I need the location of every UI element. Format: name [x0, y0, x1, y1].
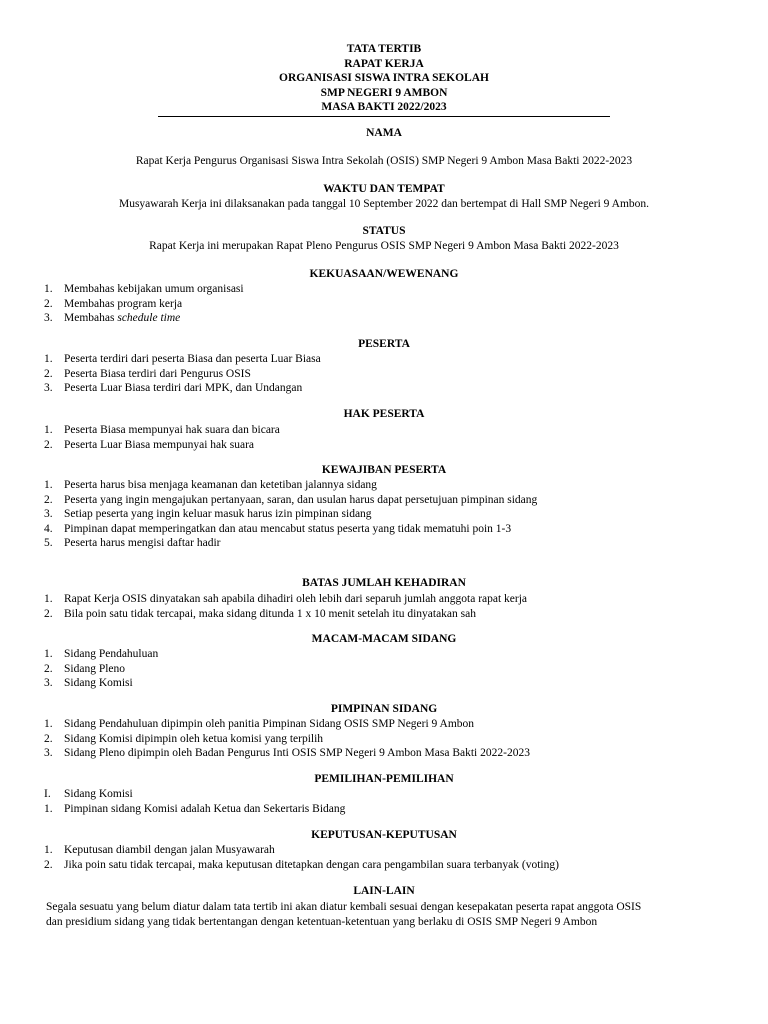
list-item [44, 647, 158, 662]
list-item [44, 282, 244, 297]
list-item-text: Membahas [64, 312, 118, 325]
list-item-text: Pimpinan dapat memperingatkan dan atau mencabut status peserta yang tidak mematuhi poin 1-3 [64, 522, 512, 535]
list-item-text: Pimpinan sidang Komisi adalah Ketua dan Sekertaris Bidang [64, 802, 346, 815]
batas-list [44, 592, 527, 621]
list-item-text: Sidang Komisi dipimpin oleh ketua komisi yang terpilih [64, 732, 324, 745]
list-number: 1. [44, 802, 53, 815]
list-item [44, 802, 345, 817]
title-line-2: RAPAT KERJA [344, 57, 424, 70]
list-item [44, 607, 527, 622]
list-item [44, 381, 321, 396]
list-number: 1. [44, 283, 53, 295]
title-line-3: ORGANISASI SISWA INTRA SEKOLAH [279, 72, 489, 84]
nama-text: Rapat Kerja Pengurus Organisasi Siswa Intra Sekolah (OSIS) SMP Negeri 9 Ambon Masa Bakti 2022-2023 [135, 155, 633, 167]
list-item-text: Peserta terdiri dari peserta Biasa dan peserta Luar Biasa [64, 353, 321, 365]
list-number: 1. [44, 353, 53, 365]
list-number: 3. [44, 312, 53, 325]
list-item-text: Membahas program kerja [64, 297, 183, 310]
section-heading-kekuasaan: KEKUASAAN/WEWENANG [309, 268, 459, 280]
list-item-text: Sidang Pleno dipimpin oleh Badan Pengurus Inti OSIS SMP Negeri 9 Ambon Masa Bakti 2022-2023 [64, 747, 530, 760]
hak-list [44, 423, 280, 452]
list-item-text: Sidang Komisi [64, 788, 133, 800]
macam-list [44, 647, 158, 691]
section-heading-pimpinan: PIMPINAN SIDANG [330, 703, 438, 715]
list-number: 2. [44, 438, 53, 451]
section-heading-waktu: WAKTU DAN TEMPAT [323, 183, 445, 195]
list-item-text: Peserta harus mengisi daftar hadir [64, 537, 221, 550]
list-number: 2. [44, 662, 53, 675]
list-item [44, 297, 244, 312]
list-number: 1. [44, 844, 53, 856]
pimpinan-list [44, 717, 530, 761]
title-line-4: SMP NEGERI 9 AMBON [320, 86, 448, 99]
list-item-text: Membahas kebijakan umum organisasi [64, 283, 244, 295]
section-heading-kewajiban: KEWAJIBAN PESERTA [321, 464, 447, 476]
waktu-text: Musyawarah Kerja ini dilaksanakan pada tanggal 10 September 2022 dan bertempat di Hall SMP Negeri 9 Ambon. [118, 198, 650, 210]
kewajiban-list [44, 478, 537, 551]
list-item-text: Sidang Pendahuluan [64, 648, 159, 660]
list-item [44, 843, 559, 858]
list-number: 1. [44, 593, 53, 605]
list-number: 3. [44, 508, 53, 521]
list-item-text: Jika poin satu tidak tercapai, maka keputusan ditetapkan dengan cara pengambilan suara terbanyak (voting) [64, 858, 559, 871]
section-heading-macam: MACAM-MACAM SIDANG [311, 633, 457, 645]
status-text: Rapat Kerja ini merupakan Rapat Pleno Pengurus OSIS SMP Negeri 9 Ambon Masa Bakti 2022-2023 [149, 240, 619, 252]
list-item-text: Peserta Biasa mempunyai hak suara dan bicara [64, 424, 280, 436]
section-heading-pemilihan: PEMILIHAN-PEMILIHAN [314, 773, 454, 785]
list-item-text: Sidang Pendahuluan dipimpin oleh panitia Pimpinan Sidang OSIS SMP Negeri 9 Ambon [64, 718, 475, 730]
list-item [44, 367, 321, 382]
list-item-text: Sidang Pleno [64, 662, 126, 675]
kekuasaan-list [44, 282, 244, 326]
list-item-text: Setiap peserta yang ingin keluar masuk harus izin pimpinan sidang [64, 508, 372, 521]
section-heading-nama: NAMA [366, 127, 402, 139]
title-underline [158, 116, 610, 117]
list-number: 1. [44, 479, 53, 491]
list-item [44, 522, 537, 537]
list-number: 3. [44, 747, 53, 760]
section-heading-batas: BATAS JUMLAH KEHADIRAN [302, 577, 466, 589]
list-item-text: Peserta yang ingin mengajukan pertanyaan, saran, dan usulan harus dapat persetujuan pimpinan sidang [64, 493, 538, 506]
section-heading-keputusan: KEPUTUSAN-KEPUTUSAN [311, 829, 457, 841]
list-number: 2. [44, 607, 53, 620]
section-heading-status: STATUS [362, 225, 406, 237]
list-number: I. [44, 788, 51, 800]
list-item-text: Sidang Komisi [64, 677, 133, 690]
lain-line-1: Segala sesuatu yang belum diatur dalam tata tertib ini akan diatur kembali sesuai dengan kesepakatan peserta rapat anggota OSIS [46, 901, 642, 913]
lain-paragraph [46, 900, 752, 930]
list-number: 2. [44, 732, 53, 745]
list-item-text: Keputusan diambil dengan jalan Musyawarah [64, 844, 275, 856]
list-number: 5. [44, 537, 53, 550]
list-item [44, 536, 537, 551]
list-number: 1. [44, 648, 53, 660]
list-item [44, 592, 527, 607]
list-item [44, 858, 559, 873]
list-number: 1. [44, 718, 53, 730]
list-item [44, 478, 537, 493]
list-item [44, 787, 345, 802]
list-item [44, 352, 321, 367]
list-number: 3. [44, 677, 53, 690]
list-item-text: Peserta Biasa terdiri dari Pengurus OSIS [64, 367, 251, 380]
list-item [44, 746, 530, 761]
document-title-block [0, 42, 768, 115]
list-item [44, 732, 530, 747]
list-item-text: Rapat Kerja OSIS dinyatakan sah apabila dihadiri oleh lebih dari separuh jumlah anggota rapat kerja [64, 593, 528, 605]
list-item-text: Peserta Luar Biasa terdiri dari MPK, dan Undangan [64, 382, 303, 395]
list-item [44, 438, 280, 453]
list-number: 2. [44, 297, 53, 310]
pemilihan-list [44, 787, 345, 816]
list-number: 3. [44, 382, 53, 395]
list-item-text: Peserta harus bisa menjaga keamanan dan ketetiban jalannya sidang [64, 479, 377, 491]
section-heading-peserta: PESERTA [358, 338, 410, 350]
keputusan-list [44, 843, 559, 872]
list-number: 2. [44, 858, 53, 871]
list-item [44, 662, 158, 677]
list-item-text: Peserta Luar Biasa mempunyai hak suara [64, 438, 255, 451]
list-number: 1. [44, 424, 53, 436]
peserta-list [44, 352, 321, 396]
list-item [44, 717, 530, 732]
list-number: 4. [44, 522, 53, 535]
list-item [44, 507, 537, 522]
list-number: 2. [44, 493, 53, 506]
list-item-text: Bila poin satu tidak tercapai, maka sidang ditunda 1 x 10 menit setelah itu dinyatakan sah [64, 607, 476, 620]
title-line-1: TATA TERTIB [346, 43, 422, 55]
title-line-5: MASA BAKTI 2022/2023 [321, 101, 447, 113]
list-item-italic-text: schedule time [117, 312, 181, 325]
list-item [44, 676, 158, 691]
lain-line-2: dan presidium sidang yang tidak bertentangan dengan ketentuan-ketentuan yang berlaku di OSIS SMP Negeri 9 Ambon [46, 916, 598, 928]
list-item [44, 311, 244, 326]
section-heading-lain: LAIN-LAIN [353, 885, 415, 897]
list-item [44, 423, 280, 438]
list-number: 2. [44, 367, 53, 380]
list-item [44, 493, 537, 508]
section-heading-hak: HAK PESERTA [343, 408, 425, 420]
